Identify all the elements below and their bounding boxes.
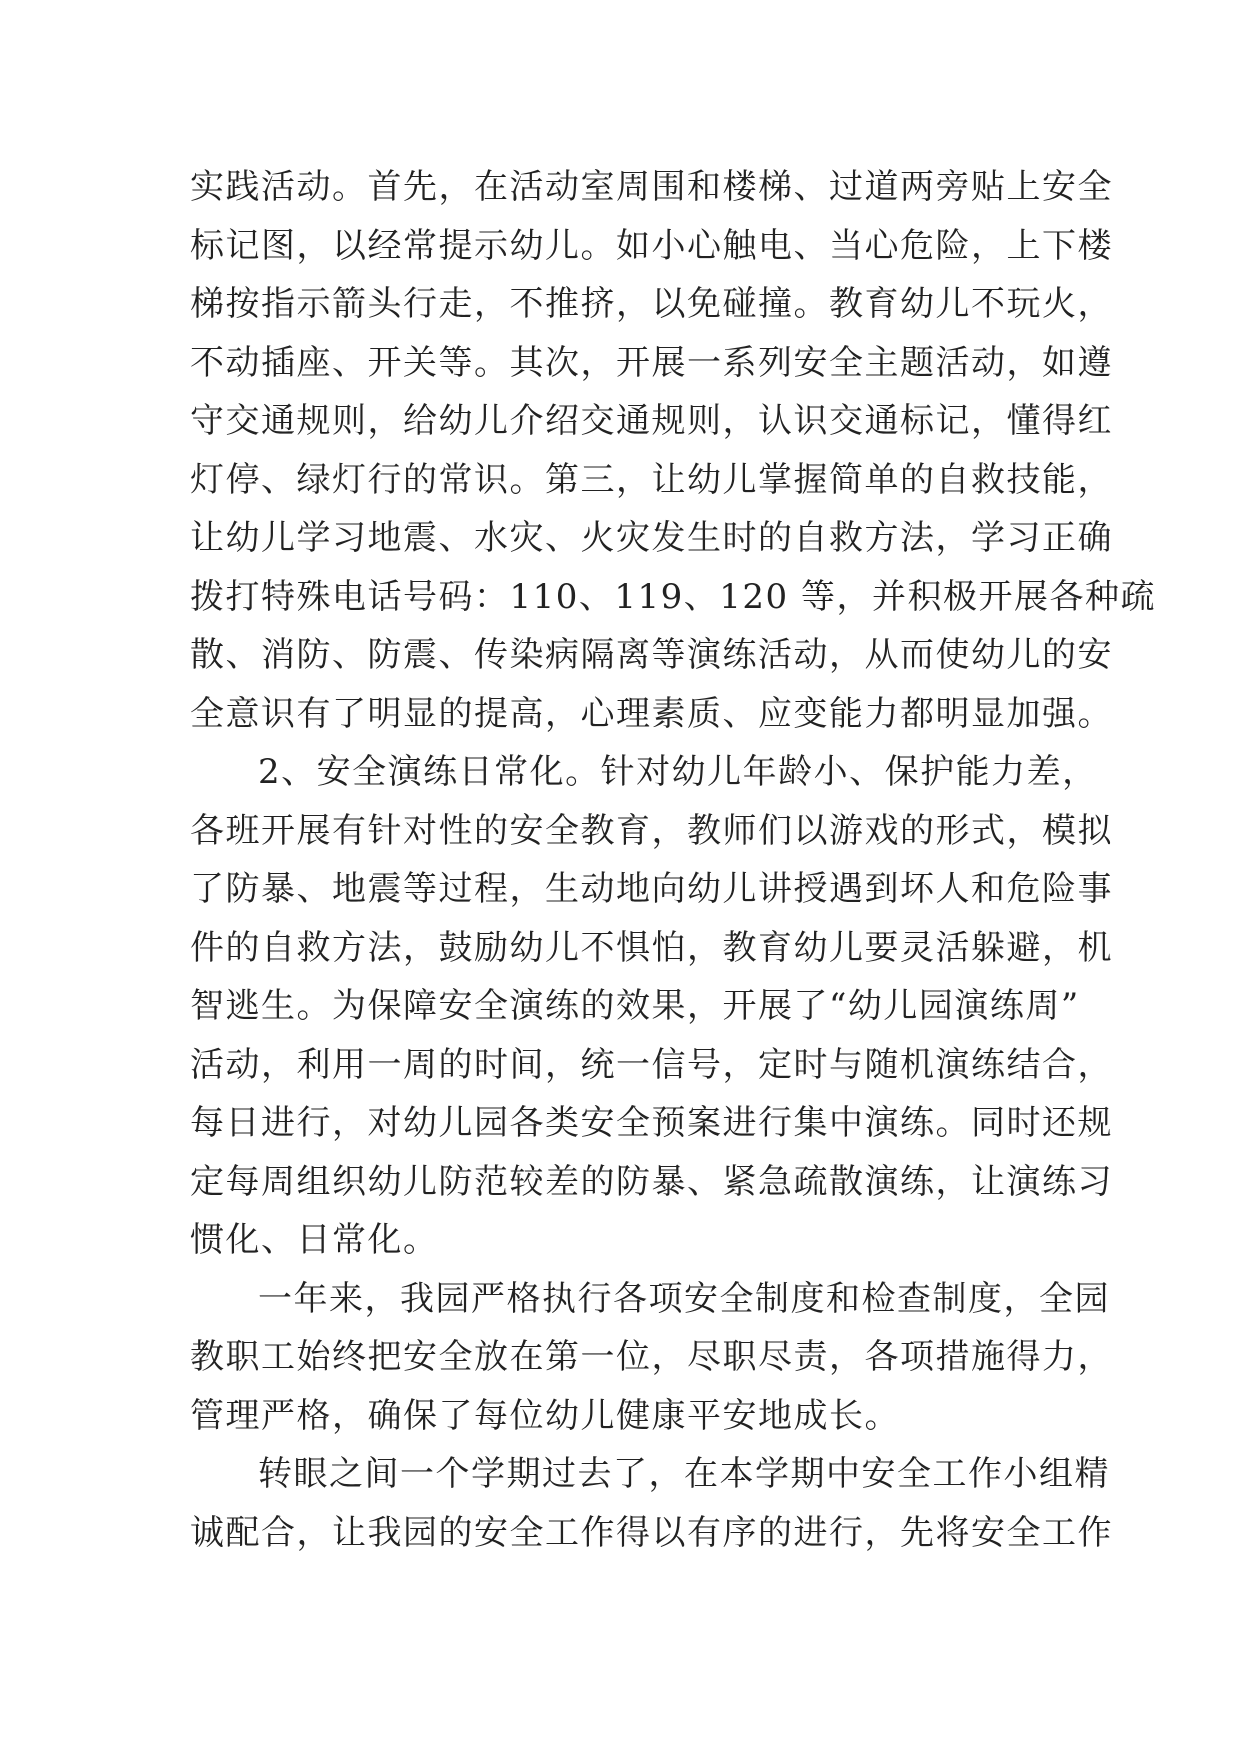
text-line: 转眼之间一个学期过去了，在本学期中安全工作小组精 <box>258 1454 1110 1494</box>
text-line: 件的自救方法，鼓励幼儿不惧怕，教育幼儿要灵活躲避，机 <box>190 927 1113 968</box>
text-line: 管理严格，确保了每位幼儿健康平安地成长。 <box>190 1395 900 1436</box>
text-line: 一年来，我园严格执行各项安全制度和检查制度，全园 <box>258 1278 1110 1319</box>
text-line: 智逃生。为保障安全演练的效果，开展了“幼儿园演练周” <box>190 986 1080 1026</box>
text-line: 诚配合，让我园的安全工作得以有序的进行，先将安全工作 <box>190 1512 1113 1553</box>
text-line: 惯化、日常化。 <box>190 1220 439 1260</box>
text-line: 守交通规则，给幼儿介绍交通规则，认识交通标记，懂得红 <box>190 401 1113 441</box>
text-line: 散、消防、防震、传染病隔离等演练活动，从而使幼儿的安 <box>190 635 1113 675</box>
text-line: 定每周组织幼儿防范较差的防暴、紧急疏散演练，让演练习 <box>190 1161 1113 1202</box>
text-line: 每日进行，对幼儿园各类安全预案进行集中演练。同时还规 <box>190 1103 1113 1143</box>
text-line: 活动，利用一周的时间，统一信号，定时与随机演练结合， <box>190 1044 1113 1085</box>
text-line: 不动插座、开关等。其次，开展一系列安全主题活动，如遵 <box>190 342 1113 383</box>
text-line: 实践活动。首先，在活动室周围和楼梯、过道两旁贴上安全 <box>190 167 1113 207</box>
text-line: 灯停、绿灯行的常识。第三，让幼儿掌握简单的自救技能， <box>190 459 1113 500</box>
text-line: 2、安全演练日常化。针对幼儿年龄小、保护能力差， <box>258 752 1098 792</box>
text-line: 标记图，以经常提示幼儿。如小心触电、当心危险，上下楼 <box>190 225 1113 266</box>
text-line: 梯按指示箭头行走，不推挤，以免碰撞。教育幼儿不玩火， <box>190 284 1113 324</box>
text-line: 拨打特殊电话号码：110、119、120 等，并积极开展各种疏 <box>190 576 1156 617</box>
text-line: 让幼儿学习地震、水灾、火灾发生时的自救方法，学习正确 <box>190 518 1113 558</box>
text-line: 了防暴、地震等过程，生动地向幼儿讲授遇到坏人和危险事 <box>190 869 1113 909</box>
text-line: 全意识有了明显的提高，心理素质、应变能力都明显加强。 <box>190 693 1113 734</box>
text-line: 各班开展有针对性的安全教育，教师们以游戏的形式，模拟 <box>190 810 1113 851</box>
text-line: 教职工始终把安全放在第一位，尽职尽责，各项措施得力， <box>190 1337 1113 1377</box>
body-text <box>190 158 1156 1562</box>
